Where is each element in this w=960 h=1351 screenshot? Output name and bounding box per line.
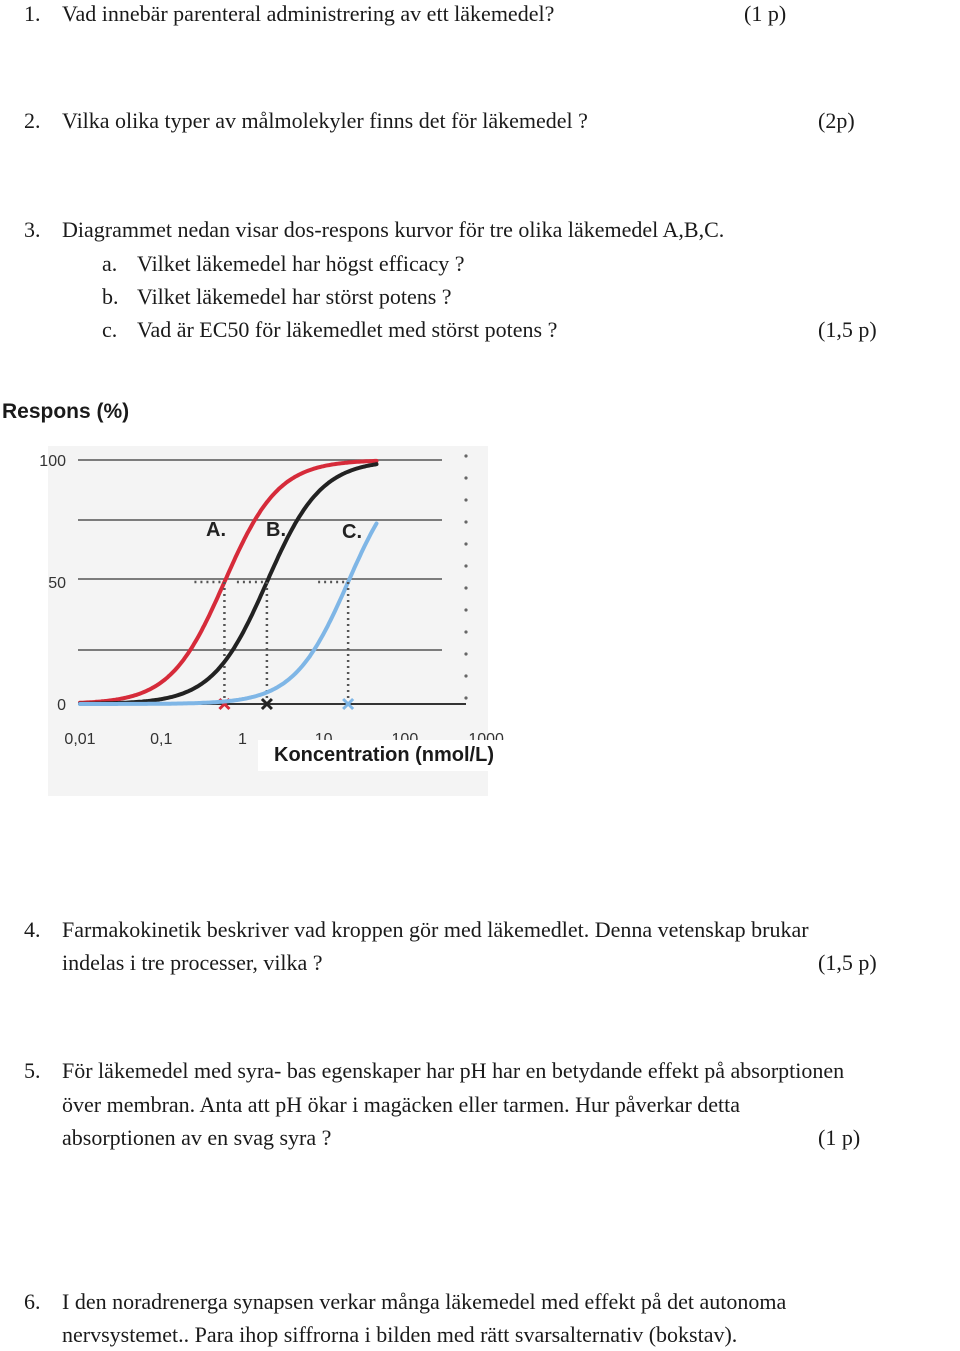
question-5-number: 5. [24, 1058, 41, 1083]
edge-dot [464, 630, 467, 633]
edge-dot [464, 652, 467, 655]
question-5-line-2: över membran. Anta att pH ökar i magäcken eller tarmen. Hur påverkar detta [62, 1092, 741, 1117]
series-label: A. [206, 519, 226, 541]
question-6-line-2: nervsystemet.. Para ihop siffrorna i bilden med rätt svarsalternativ (bokstav). [62, 1322, 738, 1347]
edge-dot [464, 674, 467, 677]
question-2-text: Vilka olika typer av målmolekyler finns det för läkemedel ? [62, 108, 588, 133]
edge-dot [464, 542, 467, 545]
series-line-b [80, 464, 377, 704]
chart-x-axis-label: Koncentration (nmol/L) [258, 740, 510, 771]
edge-dot [464, 454, 467, 457]
question-5-line-3: absorptionen av en svag syra ? [62, 1125, 332, 1150]
x-tick-label: 0,01 [64, 731, 96, 748]
question-1-points: (1 p) [744, 1, 787, 26]
subquestion-b-letter: b. [102, 284, 119, 309]
y-tick-label: 50 [48, 575, 66, 592]
question-2-number: 2. [24, 108, 41, 133]
subquestion-c-points: (1,5 p) [818, 317, 877, 342]
question-4-number: 4. [24, 917, 41, 942]
question-4-line-2: indelas i tre processer, vilka ? [62, 950, 323, 975]
chart-y-axis-label: Respons (%) [2, 400, 130, 423]
edge-dot [464, 520, 467, 523]
y-tick-label: 100 [39, 453, 66, 470]
subquestion-c-letter: c. [102, 317, 118, 342]
edge-dot [464, 608, 467, 611]
series-label: C. [342, 521, 362, 543]
question-4-points: (1,5 p) [818, 950, 877, 975]
question-6-number: 6. [24, 1289, 41, 1314]
question-6-line-1: I den noradrenerga synapsen verkar många läkemedel med effekt på det autonoma [62, 1289, 787, 1314]
question-4-line-1: Farmakokinetik beskriver vad kroppen gör med läkemedlet. Denna vetenskap brukar [62, 917, 809, 942]
y-tick-label: 0 [57, 697, 66, 714]
question-2-points: (2p) [818, 108, 855, 133]
question-1-number: 1. [24, 1, 41, 26]
question-5-line-1: För läkemedel med syra- bas egenskaper har pH har en betydande effekt på absorptionen [62, 1058, 845, 1083]
edge-dot [464, 498, 467, 501]
edge-dot [464, 696, 467, 699]
edge-dot [464, 476, 467, 479]
question-1-text: Vad innebär parenteral administrering av ett läkemedel? [62, 1, 555, 26]
question-5-points: (1 p) [818, 1125, 861, 1150]
subquestion-b-text: Vilket läkemedel har störst potens ? [137, 284, 452, 309]
subquestion-a-text: Vilket läkemedel har högst efficacy ? [137, 251, 465, 276]
subquestion-a-letter: a. [102, 251, 118, 276]
x-tick-label: 0,1 [150, 731, 173, 748]
edge-dot [464, 586, 467, 589]
x-tick-label: 1 [237, 731, 247, 748]
question-3-number: 3. [24, 217, 41, 242]
subquestion-c-text: Vad är EC50 för läkemedlet med störst potens ? [137, 317, 558, 342]
series-line-c [80, 524, 377, 705]
series-label: B. [266, 519, 286, 541]
question-3-text: Diagrammet nedan visar dos-respons kurvor för tre olika läkemedel A,B,C. [62, 217, 725, 242]
edge-dot [464, 564, 467, 567]
